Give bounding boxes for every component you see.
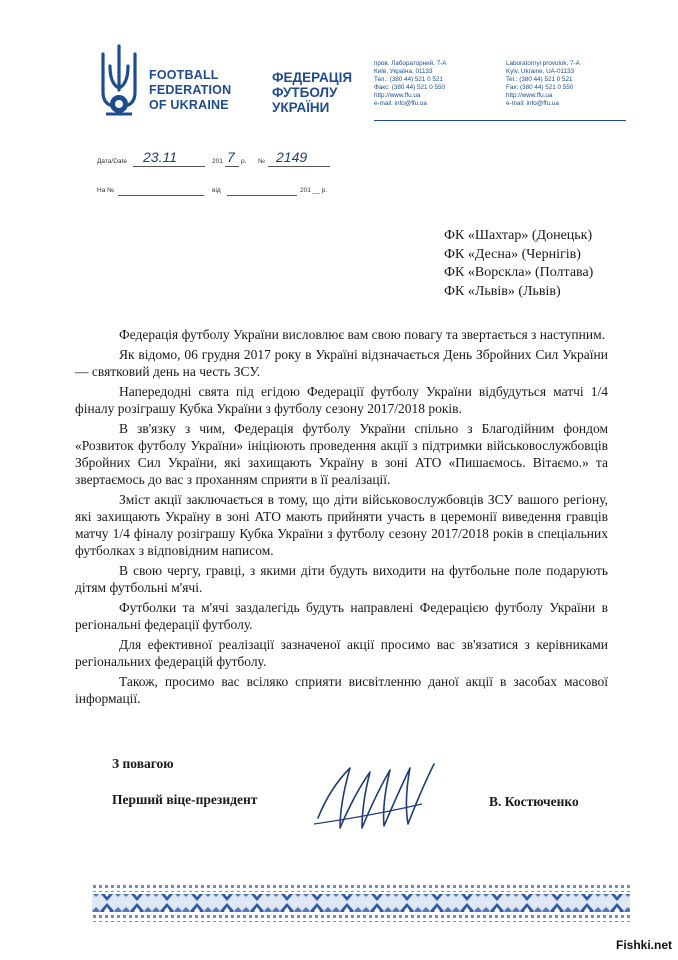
paragraph: В зв'язку з чим, Федерація футболу України спільно з Благодійним фондом «Розвиток футболу України» ініціюють проведення акції з підтримки військовослужбовців Збройних Сил України, які захищають Україну в зоні АТО «Пишаємось. Вітаємо.» та звертаємось до вас з проханням сприяти в її реалізації. — [75, 421, 608, 487]
federation-name-ua: ФЕДЕРАЦІЯ ФУТБОЛУ УКРАЇНИ — [272, 70, 353, 115]
watermark: Fishki.net — [615, 938, 672, 952]
recipients-block — [444, 227, 593, 301]
address-ua: пров. Лабораторний, 7-А Київ, Україна, 01133 Тел.: (380 44) 521 0 521 Факс: (380 44) 521 0 550 http://www.ffu.ua e-mail: info@ffu.ua — [374, 60, 447, 107]
paragraph: Футболки та м'ячі заздалегідь будуть направлені Федерацією футболу України в регіональні федерації футболу. — [75, 600, 608, 632]
handwritten-signature — [310, 758, 460, 838]
paragraph: Напередодні свята під егідою Федерації футболу України відбудуться матчі 1/4 фіналу розіграшу Кубка України з футболу сезону 2017/2018 років. — [75, 384, 608, 416]
signer-position: Перший віце-президент — [112, 792, 258, 807]
recipient: ФК «Львів» (Львів) — [444, 283, 561, 299]
header-divider — [374, 120, 626, 121]
paragraph: Як відомо, 06 грудня 2017 року в Україні відзначається День Збройних Сил України — святковий день на честь ЗСУ. — [75, 347, 608, 379]
ref-year: 201 __ р. — [300, 187, 328, 194]
federation-name-en: FOOTBALL FEDERATION OF UKRAINE — [149, 68, 232, 112]
year-prefix: 201 — [212, 158, 223, 165]
year-suffix: р. — [241, 158, 247, 165]
number-label: № — [258, 158, 265, 165]
letter-body — [75, 326, 608, 710]
ffu-trident-logo — [98, 44, 140, 122]
year-value: 7 — [227, 149, 235, 165]
embroidery-ornament — [92, 884, 630, 922]
closing-regards: З повагою — [112, 756, 174, 771]
paragraph: В свою чергу, гравці, з якими діти будуть виходити на футбольне поле подарують дітям футбольні м'ячі. — [75, 563, 608, 595]
ref-from-label: від — [212, 187, 221, 194]
paragraph: Зміст акції заключається в тому, що діти військовослужбовців ЗСУ вашого регіону, які захищають Україну в зоні АТО мають прийняти участь в церемонії виведення гравців матчу 1/4 фіналу розіграшу Кубка України з футболу сезону 2017/2018 років в спеціальних футболках з відповідним написом. — [75, 492, 608, 558]
address-en: Laboratornyi provulok, 7-A Kyiv, Ukraine, UA-01133 Tel.: (380 44) 521 0 521 Fax: (380 44) 521 0 550 http://www.ffu.ua e-mail: info@ffu.ua — [506, 60, 580, 107]
recipient: ФК «Ворскла» (Полтава) — [444, 265, 594, 280]
paragraph: Федерація футболу України висловлює вам свою повагу та звертається з наступним. — [119, 327, 606, 342]
number-value: 2149 — [276, 149, 308, 165]
paragraph: Для ефективної реалізації зазначеної акції просимо вас зв'язатися з керівниками регіональних федерацій футболу. — [75, 637, 608, 669]
recipient: ФК «Шахтар» (Донецьк) — [444, 228, 593, 243]
recipient: ФК «Десна» (Чернігів) — [444, 246, 581, 262]
ref-label: На № — [97, 187, 115, 194]
date-label: Дата/Date — [97, 158, 127, 165]
date-value: 23.11 — [143, 149, 177, 165]
paragraph: Також, просимо вас всіляко сприяти висвітленню даної акції в засобах масової інформації. — [75, 674, 608, 706]
signer-name: В. Костюченко — [489, 794, 579, 809]
